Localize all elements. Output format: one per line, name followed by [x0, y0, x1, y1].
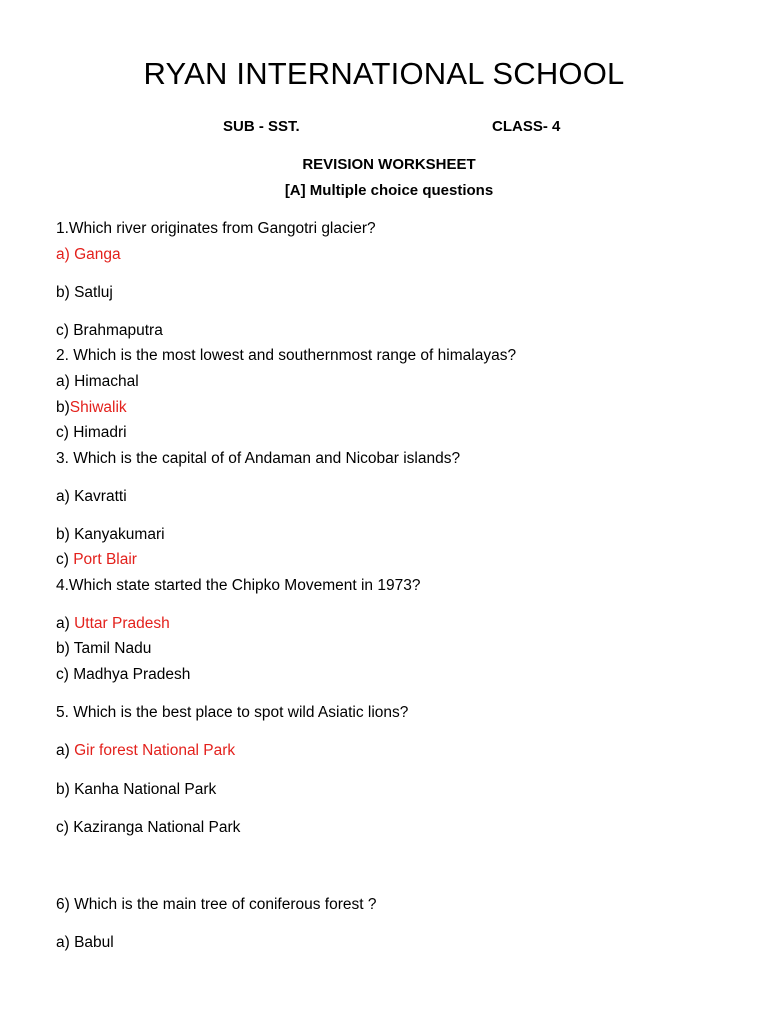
question-2: 2. Which is the most lowest and southernmost range of himalayas? — [56, 347, 517, 364]
q5-option-c: c) Kaziranga National Park — [56, 819, 241, 836]
q3-option-b: b) Kanyakumari — [56, 526, 165, 543]
option-prefix: a) — [56, 615, 75, 632]
school-title: RYAN INTERNATIONAL SCHOOL — [143, 56, 625, 91]
q2-option-b — [56, 398, 127, 418]
question-1: 1.Which river originates from Gangotri glacier? — [56, 220, 376, 237]
q2-option-a: a) Himachal — [56, 373, 139, 390]
q6-option-a: a) Babul — [56, 934, 114, 951]
question-5: 5. Which is the best place to spot wild Asiatic lions? — [56, 704, 409, 721]
worksheet-title: REVISION WORKSHEET — [302, 156, 476, 173]
option-prefix: c) — [56, 551, 74, 568]
q3-option-c — [56, 550, 137, 570]
q4-option-b: b) Tamil Nadu — [56, 640, 152, 657]
question-4: 4.Which state started the Chipko Movement in 1973? — [56, 577, 421, 594]
q1-option-b: b) Satluj — [56, 284, 113, 301]
option-prefix: a) — [56, 742, 75, 759]
correct-answer: Port Blair — [73, 551, 137, 568]
option-prefix: b) — [56, 399, 70, 416]
q3-option-a: a) Kavratti — [56, 488, 127, 505]
question-6: 6) Which is the main tree of coniferous forest ? — [56, 896, 377, 913]
correct-answer: Uttar Pradesh — [74, 615, 170, 632]
q1-option-a: a) Ganga — [56, 246, 121, 263]
correct-answer: Gir forest National Park — [74, 742, 236, 759]
q5-option-a — [56, 741, 235, 761]
correct-answer: Shiwalik — [69, 399, 127, 416]
q4-option-a — [56, 614, 170, 634]
question-3: 3. Which is the capital of of Andaman and Nicobar islands? — [56, 450, 461, 467]
section-title: [A] Multiple choice questions — [284, 182, 494, 199]
subject-label: SUB - SST. — [223, 118, 300, 135]
q5-option-b: b) Kanha National Park — [56, 781, 217, 798]
class-label: CLASS- 4 — [492, 118, 561, 135]
q4-option-c: c) Madhya Pradesh — [56, 666, 191, 683]
q1-option-c: c) Brahmaputra — [56, 322, 163, 339]
q2-option-c: c) Himadri — [56, 424, 127, 441]
